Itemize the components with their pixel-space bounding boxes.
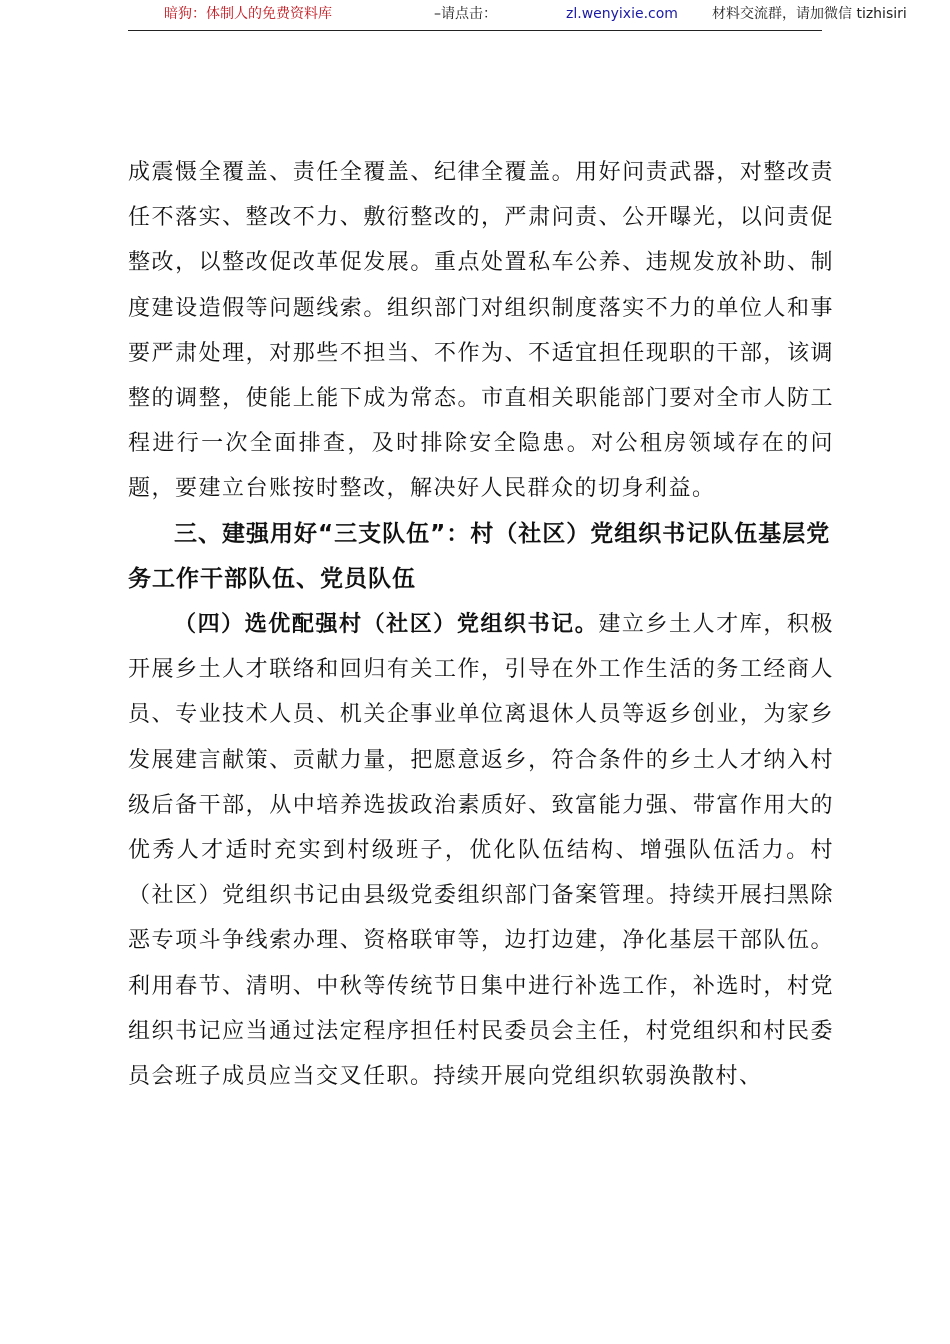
paragraph-subsection-four [128,602,834,1099]
section-heading-three: 三、建强用好“三支队伍”：村（社区）党组织书记队伍基层党务工作干部队伍、党员队伍 [128,520,831,592]
header-group-info: 材料交流群，请加微信 tizhisiri [712,6,907,22]
page-header [128,0,907,31]
header-brand: 暗狗：体制人的免费资料库 [164,6,332,22]
header-url-link[interactable]: zl.wenyixie.com [566,6,678,22]
document-body [128,150,834,1099]
subsection-four-text: 建立乡土人才库，积极开展乡土人才联络和回归有关工作，引导在外工作生活的务工经商人员、专业技术人员、机关企事业单位离退休人员等返乡创业，为家乡发展建言献策、贡献力量，把愿意返乡，符合条件的乡土人才纳入村级后备干部，从中培养选拔政治素质好、致富能力强、带富作用大的优秀人才适时充实到村级班子，优化队伍结构、增强队伍活力。村（社区）党组织书记由县级党委组织部门备案管理。持续开展扫黑除恶专项斗争线索办理、资格联审等，边打边建，净化基层干部队伍。利用春节、清明、中秋等传统节日集中进行补选工作，补选时，村党组织书记应当通过法定程序担任村民委员会主任，村党组织和村民委员会班子成员应当交叉任职。持续开展向党组织软弱涣散村、 [128,612,834,1090]
subsection-four-title: （四）选优配强村（社区）党组织书记。 [174,611,599,638]
header-prompt: –请点击： [434,6,497,22]
paragraph-accountability: 成震慑全覆盖、责任全覆盖、纪律全覆盖。用好问责武器，对整改责任不落实、整改不力、敷衍整改的，严肃问责、公开曝光，以问责促整改，以整改促改革促发展。重点处置私车公养、违规发放补助、制度建设造假等问题线索。组织部门对组织制度落实不力的单位人和事要严肃处理，对那些不担当、不作为、不适宜担任现职的干部，该调整的调整，使能上能下成为常态。市直相关职能部门要对全市人防工程进行一次全面排查，及时排除安全隐患。对公租房领域存在的问题，要建立台账按时整改，解决好人民群众的切身利益。 [128,160,834,502]
